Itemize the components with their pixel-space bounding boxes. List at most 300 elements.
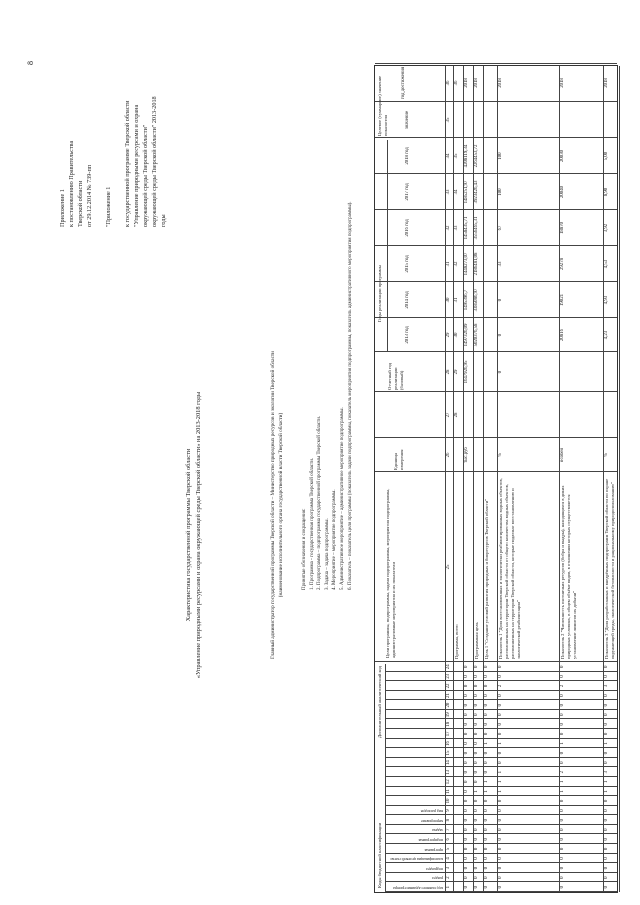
subtitle-line: Главный администратор государственной программы Тверской области – Министерство природных ресурсов и экологии Тверской области (270, 351, 276, 659)
code-value: 0 (464, 665, 469, 669)
row-value: 0 (498, 298, 503, 302)
year-column-header: 2013 год (405, 326, 410, 344)
code-value: 0 (474, 847, 479, 851)
code-value: 0 (474, 684, 479, 688)
row-col-26 (560, 392, 568, 438)
code-value: 0 (464, 809, 469, 812)
code-value: 0 (474, 886, 479, 889)
row-value: 19021 (560, 294, 565, 306)
row-value (560, 352, 568, 392)
row-value (484, 282, 492, 318)
table-vline (375, 437, 617, 438)
column-number: 21 (446, 693, 451, 698)
code-value: 0 (560, 675, 565, 678)
column-number: 36 (446, 80, 451, 86)
code-value: 0 (464, 703, 469, 707)
row-value: 31 (454, 297, 459, 303)
unit-column-header: Единица измерения (393, 449, 404, 470)
legend-item: 2. Подпрограмма – подпрограмма государственной программы Тверской области. (317, 415, 323, 590)
row-value: 3385086,97 (474, 288, 479, 312)
code-value: 2 (560, 771, 565, 774)
code-value: 1 (560, 780, 565, 784)
column-number: 7 (446, 828, 451, 831)
code-value: 0 (474, 665, 479, 669)
code-value: 0 (560, 847, 565, 851)
row-col-26 (498, 392, 506, 438)
code-value: 0 (464, 866, 469, 870)
code-value: 0 (464, 751, 469, 755)
row-value: 1485251,97 (464, 180, 469, 204)
code-value: 0 (560, 857, 565, 860)
table-vline (375, 281, 617, 282)
row-unit: % (604, 453, 609, 457)
code-value: 0 (484, 886, 489, 889)
document-subtitle (270, 165, 285, 845)
code-value: 0 (560, 732, 565, 736)
code-value: 0 (604, 866, 609, 870)
row-value: 34 (454, 189, 459, 195)
target-value-header: значение (405, 110, 410, 130)
code-value: 0 (484, 713, 489, 716)
code-value: 1 (560, 742, 565, 745)
code-value: 0 (484, 838, 489, 841)
code-value: 0 (474, 694, 479, 697)
code-value: 1 (604, 742, 609, 745)
code-value: 0 (474, 723, 479, 726)
legend-item: 3. Задача – задача подпрограммы. (324, 518, 330, 590)
code-value: 0 (484, 675, 489, 678)
code-value: 0 (604, 713, 609, 716)
appendix-line: Тверской области (77, 180, 84, 227)
row-unit: % (498, 453, 503, 457)
code-value: 0 (498, 818, 503, 822)
code-value: 0 (560, 799, 565, 803)
row-col-26 (484, 392, 492, 438)
row-value: 4,93 (604, 295, 609, 305)
code-value: 0 (498, 876, 503, 879)
code-value: 0 (498, 866, 503, 870)
code-column-header: задача (432, 828, 443, 834)
code-value: 0 (464, 771, 469, 774)
name-column-header: Цели программы, подпрограммы, задачи подпрограммы, мероприятия подпрограммы, административные мероприятия и их показатели (385, 488, 396, 658)
code-value: 0 (560, 694, 565, 697)
row-col-26 (464, 392, 472, 438)
code-value: 2 (560, 684, 565, 688)
program-characteristics-table (374, 65, 618, 893)
code-value: 3 (604, 771, 609, 774)
code-value: 0 (498, 847, 503, 851)
row-value (484, 210, 492, 246)
code-value: 0 (560, 828, 565, 831)
code-value: 0 (560, 809, 565, 812)
code-value: 0 (604, 761, 609, 764)
code-column-header: код главного администратора (393, 886, 443, 891)
column-number: 13 (446, 769, 451, 775)
table-vline (375, 317, 617, 318)
code-value: 0 (474, 876, 479, 879)
code-value: 0 (560, 886, 565, 889)
code-column-header: раздел (431, 876, 443, 882)
row-unit: тыс.руб (464, 447, 469, 463)
code-value: 0 (464, 799, 469, 803)
code-value: 0 (498, 886, 503, 889)
code-value: 0 (498, 723, 503, 726)
code-value: 0 (464, 732, 469, 736)
row-value: 2264453,72 (474, 144, 479, 168)
column-number: 15 (446, 750, 451, 756)
code-value: 0 (474, 828, 479, 831)
row-name: Цель 1 "Создание условий развития природных и биоресурсов Тверской области" (484, 498, 489, 659)
row-value: 32 (454, 261, 459, 267)
column-number: 2 (446, 876, 451, 879)
column-number: 30 (446, 297, 451, 303)
column-number: 22 (446, 683, 451, 689)
row-value: 30 (454, 332, 459, 338)
code-value: 0 (498, 809, 503, 812)
table-vline (375, 471, 617, 472)
code-value: 0 (464, 780, 469, 784)
code-value: 0 (498, 675, 503, 678)
column-number: 18 (446, 721, 451, 727)
code-value: 0 (484, 847, 489, 851)
row-value: 2186481,08 (474, 252, 479, 276)
code-value: 0 (474, 675, 479, 678)
row-unit: особей (560, 447, 565, 463)
code-value: 0 (484, 828, 489, 831)
code-value: 0 (464, 818, 469, 822)
row-name: Показатель 2 "Численность охотничьих ресурсов (бобра и выдры), находящихся в диких природных условиях, в общем объёме видов, в отношении которых осуществляется установление лимитов их добычи" (560, 485, 577, 659)
abbreviations-legend (301, 170, 354, 590)
table-vline (375, 661, 617, 662)
year-column-header: 2014 год (405, 291, 410, 309)
code-value: 0 (484, 876, 489, 879)
column-number: 6 (446, 838, 451, 841)
code-value: 0 (464, 838, 469, 841)
code-column-header: вид расходов (420, 809, 443, 815)
code-value: 0 (474, 713, 479, 716)
table-vline (375, 209, 617, 210)
code-value: 0 (560, 713, 565, 716)
row-value: 35 (454, 153, 459, 159)
column-number: 24 (446, 664, 451, 670)
code-value: 1 (484, 780, 489, 784)
column-number: 35 (446, 117, 451, 123)
code-value: 0 (474, 771, 479, 774)
code-value: 0 (560, 761, 565, 764)
row-value (484, 246, 492, 282)
row-value: 29278 (560, 258, 565, 270)
year-column-header: 2018 год (405, 147, 410, 165)
column-number: 19 (446, 712, 451, 718)
row-col-26 (604, 392, 612, 438)
code-value: 0 (484, 684, 489, 688)
code-value: 0 (604, 694, 609, 697)
code-value: 0 (464, 876, 469, 879)
code-value: 1 (498, 780, 503, 784)
title-line: Характеристика государственной программы Тверской области (185, 448, 192, 622)
row-value (474, 352, 482, 392)
row-value: 0 (498, 333, 503, 337)
row-name (464, 475, 472, 659)
code-value: 0 (474, 751, 479, 755)
code-column-header: подраздел (425, 866, 443, 872)
row-value: 100 (498, 152, 503, 160)
row-target-year: 2018 (474, 78, 479, 88)
table-vline (375, 351, 617, 352)
appendix-line: Приложение 1 (59, 189, 66, 227)
code-value: 0 (560, 665, 565, 669)
title-line: «Управление природными ресурсами и охрана окружающей среды Тверской области» на 2013-2018 годы (195, 391, 202, 679)
column-number: 12 (446, 779, 451, 785)
code-value: 0 (484, 732, 489, 736)
row-value: 20816 (560, 329, 565, 341)
code-value: 0 (498, 857, 503, 860)
appendix-title: "Приложение 1 (105, 186, 112, 227)
table-vline (375, 63, 617, 64)
code-value: 0 (498, 703, 503, 707)
code-value: 0 (560, 876, 565, 879)
legend-item: 6. Показатель – показатель цели программы (показатель задачи подпрограммы, показатель мероприятия подпрограммы, показатель административного мероприятия подпрограммы). (347, 201, 353, 590)
code-value: 0 (474, 799, 479, 803)
code-value: 0 (604, 665, 609, 669)
appendix-line: к государственной программе Тверской области (124, 100, 131, 227)
column-number: 3 (446, 866, 451, 870)
code-value: 0 (484, 723, 489, 726)
code-value: 0 (484, 694, 489, 697)
code-value: 0 (498, 838, 503, 841)
code-value: 0 (604, 732, 609, 736)
row-target-year: 36 (454, 80, 459, 86)
row-target-year: 2018 (560, 78, 565, 88)
row-col-26: 28 (454, 412, 459, 418)
code-value: 0 (560, 723, 565, 726)
legend-title: Принятые обозначения и сокращения: (302, 508, 307, 590)
legend-item: 1. Программа - государственная программа Тверской области. (309, 457, 315, 590)
code-value: 1 (498, 771, 503, 774)
code-value: 0 (484, 818, 489, 822)
table-vline (375, 391, 617, 392)
code-value: 0 (498, 828, 503, 831)
column-number: 8 (446, 818, 451, 822)
code-value: 0 (464, 675, 469, 678)
code-value: 0 (498, 799, 503, 803)
code-value: 0 (464, 723, 469, 726)
table-vline (375, 173, 617, 174)
code-group-header: Коды бюджетной классификации (377, 822, 382, 888)
row-unit (454, 438, 462, 472)
code-value: 0 (498, 694, 503, 697)
code-value: 1 (484, 790, 489, 793)
code-value: 0 (464, 886, 469, 889)
column-number: 23 (446, 673, 451, 679)
column-number: 25 (446, 564, 451, 570)
code-value: 0 (464, 828, 469, 831)
row-value: 67 (498, 225, 503, 231)
column-number: 1 (446, 886, 451, 889)
code-column-header: подпрограмма (418, 838, 443, 844)
row-value: 1647926,95 (464, 360, 469, 384)
appendix-block (58, 27, 168, 227)
code-value: 0 (474, 809, 479, 812)
code-column-header: мероприятие (420, 818, 443, 824)
code-value: 0 (474, 780, 479, 784)
column-number: 11 (446, 789, 451, 794)
code-value: 1 (560, 790, 565, 793)
row-value: 4208119,34 (464, 144, 469, 168)
code-value: 1 (604, 780, 609, 784)
appendix-line: "Управление природными ресурсами и охрана (133, 104, 140, 227)
code-value: 1 (498, 742, 503, 745)
row-value: 5020376,58 (474, 323, 479, 347)
code-value: 0 (474, 742, 479, 745)
code-value: 0 (604, 847, 609, 851)
row-value: 33 (498, 261, 503, 267)
table-vline (375, 137, 617, 138)
target-year-header: год достижения (401, 66, 406, 100)
code-value: 0 (484, 866, 489, 870)
row-value (484, 138, 492, 174)
code-value: 0 (560, 838, 565, 841)
column-number: 33 (446, 189, 451, 195)
digital-code-header: Дополнительный аналитический код (377, 665, 382, 738)
row-value: 1448273,07 (464, 252, 469, 276)
code-value: 1 (484, 742, 489, 745)
column-number: 27 (446, 412, 451, 418)
target-group-header: Целевое (суммарное) значение показателя (377, 75, 388, 136)
code-value: 0 (464, 847, 469, 851)
row-value: 3,92 (604, 223, 609, 233)
code-value: 0 (474, 838, 479, 841)
code-value: 0 (498, 713, 503, 716)
row-value (484, 318, 492, 352)
row-name: Программная цель (474, 622, 479, 659)
row-value: 18870 (560, 222, 565, 234)
document-title (184, 165, 204, 905)
code-column-header: классификация целевой статьи (390, 857, 443, 863)
row-value: 4,53 (604, 259, 609, 269)
subtitle-line: (наименование исполнительного органа государственной власти Тверской области) (277, 412, 284, 598)
column-number: 9 (446, 809, 451, 812)
code-value: 1 (474, 790, 479, 793)
table-vline (375, 101, 617, 102)
row-value (484, 174, 492, 210)
code-value: 0 (484, 665, 489, 669)
row-value: 100 (498, 188, 503, 196)
code-value: 0 (474, 857, 479, 860)
row-name: Показатель 3 "Доля разработанных и внедрённых подпрограмм Тверской области по охране окружающей среды, экологической безопасности и рациональному природопользованию" (604, 478, 615, 659)
code-value: 0 (484, 751, 489, 755)
row-name: Показатель 1 "Доля восстановленных и экологически реабилитированных водных объектов, расположенных на территории Тверской области от общего количества водных объектов, расположенных на территории Тверской области, которые подлежат восстановлению и экологической реабилитации" (498, 478, 521, 659)
code-value: 1 (604, 790, 609, 793)
code-value: 0 (604, 723, 609, 726)
code-value: 0 (498, 665, 503, 669)
code-value: 0 (464, 684, 469, 688)
code-value: 0 (604, 818, 609, 822)
row-value (604, 352, 612, 392)
row-value: 1458435,71 (464, 216, 469, 240)
code-value: 3 (604, 684, 609, 688)
appendix-line: окружающей среды Тверской области" (142, 124, 149, 227)
legend-item: 4. Мероприятие – мероприятие подпрограммы. (332, 489, 338, 590)
code-value: 0 (604, 838, 609, 841)
row-value: 1497326,09 (464, 323, 469, 347)
year-column-header: 2017 год (405, 183, 410, 201)
row-value: 33 (454, 225, 459, 231)
code-value: 1 (498, 790, 503, 793)
row-value: 0 (498, 370, 503, 374)
code-value: 0 (474, 818, 479, 822)
row-value (484, 352, 492, 392)
code-value: 0 (484, 857, 489, 860)
code-value: 0 (498, 751, 503, 755)
column-number: 32 (446, 225, 451, 231)
years-group-header: Годы реализации программы (377, 265, 382, 322)
column-number: 29 (446, 332, 451, 338)
legend-item: 5. Административное мероприятие – административное мероприятие подпрограммы. (339, 407, 345, 590)
column-number: 16 (446, 741, 451, 746)
table-vline (375, 245, 617, 246)
code-value: 0 (464, 790, 469, 793)
table-hline (619, 66, 620, 892)
code-value: 0 (484, 761, 489, 764)
year-column-header: 2015 год (405, 255, 410, 273)
row-target-year (484, 64, 492, 102)
code-value: 0 (474, 866, 479, 870)
column-number: 34 (446, 153, 451, 159)
code-value: 0 (464, 742, 469, 745)
code-value: 0 (604, 828, 609, 831)
appendix-line: годы (160, 214, 167, 227)
code-value: 0 (604, 876, 609, 879)
row-value: 20040 (560, 186, 565, 198)
row-value: 3556465,31 (474, 216, 479, 240)
page-number: 8 (26, 61, 35, 65)
row-col-26 (474, 392, 482, 438)
row-value: 4,23 (604, 330, 609, 340)
code-value: 0 (484, 703, 489, 707)
code-value: 0 (474, 703, 479, 707)
table-hline (385, 664, 386, 892)
column-number: 28 (446, 369, 451, 375)
code-value: 0 (498, 732, 503, 736)
column-number: 17 (446, 731, 451, 737)
base-year-header: Отчетный год реализации (базовый) (387, 362, 404, 390)
code-value: 2 (498, 684, 503, 688)
code-value: 0 (604, 809, 609, 812)
row-unit (474, 438, 482, 472)
column-number: 10 (446, 798, 451, 804)
code-value: 0 (560, 751, 565, 755)
code-value: 0 (498, 761, 503, 764)
column-number: 4 (446, 857, 451, 860)
code-value: 0 (560, 866, 565, 870)
appendix-line: окружающей среды Тверской области" 2013-2018 (151, 96, 158, 227)
code-value: 0 (464, 857, 469, 860)
row-name: Программа, всего (454, 624, 459, 659)
year-column-header: 2016 год (405, 219, 410, 237)
row-unit (484, 438, 492, 472)
code-value: 0 (464, 694, 469, 697)
code-value: 0 (604, 703, 609, 707)
row-target-year: 2018 (604, 78, 609, 88)
code-value: 0 (604, 886, 609, 889)
code-column-header: программа (424, 847, 443, 853)
code-value: 0 (604, 857, 609, 860)
row-value: 29 (454, 369, 459, 375)
row-target-year: 2018 (464, 78, 469, 88)
code-value: 0 (560, 818, 565, 822)
row-value: 5,00 (604, 151, 609, 161)
